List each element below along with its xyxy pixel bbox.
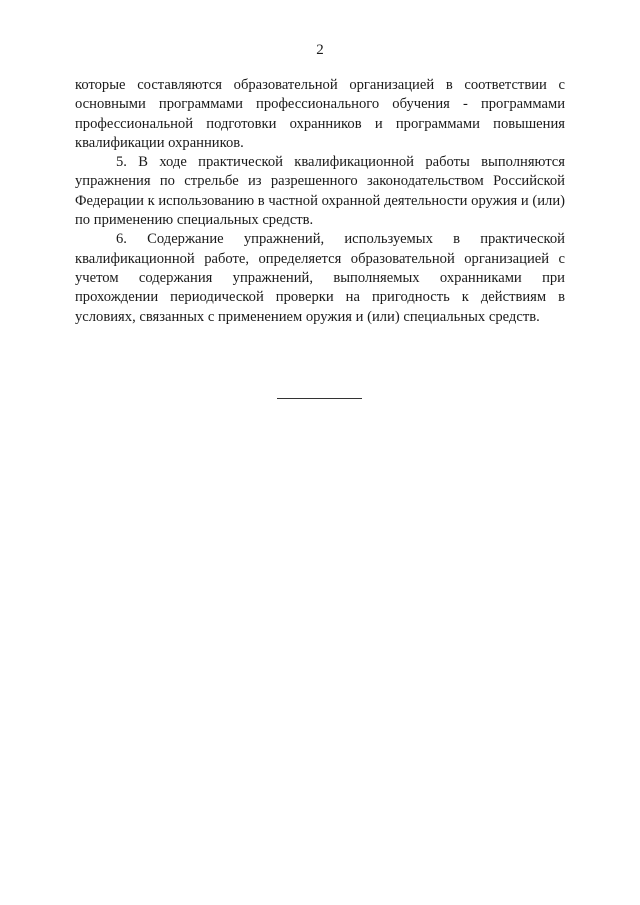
paragraph-item-6: 6. Содержание упражнений, используемых в практической квалификационной работе, определяется образовательной организацией с учетом содержания упражнений, выполняемых охранниками при прохождении периодической проверки на пригодность к действиям в условиях, связанных с применением оружия и (или) специальных средств. [75, 231, 565, 325]
paragraph-continuation: которые составляются образовательной организацией в соответствии с основными программами профессионального обучения - программами профессиональной подготовки охранников и программами повышения квалификации охранников. [75, 77, 565, 151]
page-number: 2 [316, 42, 324, 58]
document-body [75, 76, 565, 327]
paragraph-item-5: 5. В ходе практической квалификационной работы выполняются упражнения по стрельбе из разрешенного законодательством Российской Федерации к использованию в частной охранной деятельности оружия и (или) по применению специальных средств. [75, 154, 565, 229]
closing-divider [277, 398, 362, 399]
